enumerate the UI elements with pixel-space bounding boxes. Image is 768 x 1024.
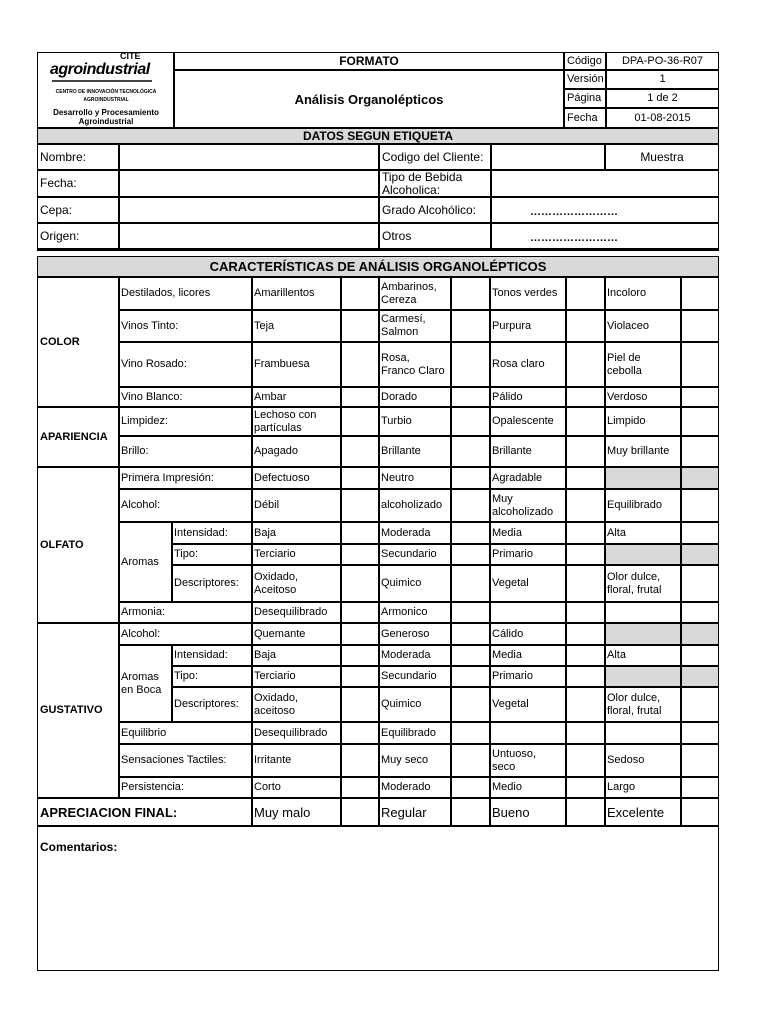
checkbox-cell[interactable]: [681, 310, 719, 342]
checkbox-cell[interactable]: [341, 277, 379, 310]
final-option-label: Excelente: [607, 804, 665, 820]
option-label: Ambarinos, Cereza: [381, 280, 437, 306]
final-option-label: Bueno: [492, 804, 530, 820]
final-checkbox-cell[interactable]: [451, 798, 490, 826]
analysis-title: CARACTERÍSTICAS DE ANÁLISIS ORGANOLÉPTICOS: [209, 259, 547, 274]
etiqueta-title: DATOS SEGUN ETIQUETA: [302, 128, 453, 143]
checkbox-cell[interactable]: [681, 342, 719, 387]
comments-label: Comentarios:: [40, 839, 118, 854]
option-label: Alta: [607, 526, 626, 539]
checkbox-cell[interactable]: [451, 387, 490, 407]
checkbox-cell[interactable]: [451, 645, 490, 666]
option-label: Turbio: [381, 415, 412, 427]
checkbox-cell[interactable]: [451, 722, 490, 744]
checkbox-cell[interactable]: [566, 544, 605, 565]
criterion-label: Tipo:: [174, 670, 199, 682]
option-label: Irritante: [254, 754, 292, 766]
option-label: Media: [492, 649, 522, 661]
dotted-fill: ……………………: [530, 205, 618, 218]
checkbox-cell[interactable]: [451, 467, 490, 489]
option-label: Muy alcoholizado: [492, 492, 554, 518]
checkbox-cell[interactable]: [681, 602, 719, 623]
checkbox-cell[interactable]: [566, 645, 605, 666]
etiqueta-label-codigo_cliente: Codigo del Cliente:: [382, 149, 484, 164]
checkbox-cell[interactable]: [681, 489, 719, 522]
etiqueta-label-tipo_bebida: Tipo de Bebida Alcoholica:: [382, 169, 463, 197]
option-label: Baja: [254, 649, 277, 661]
etiqueta-label-fecha: Fecha:: [40, 176, 77, 190]
option-label: Frambuesa: [254, 358, 310, 370]
checkbox-cell[interactable]: [341, 744, 379, 777]
checkbox-cell[interactable]: [566, 687, 605, 722]
final-label: APRECIACION FINAL:: [40, 804, 178, 820]
criterion-label: Vinos Tinto:: [121, 319, 179, 332]
option-label: [492, 722, 565, 744]
option-label: [492, 602, 565, 623]
checkbox-cell[interactable]: [681, 645, 719, 666]
option-label: Neutro: [381, 471, 415, 484]
checkbox-cell[interactable]: [341, 387, 379, 407]
option-label: [607, 602, 680, 623]
option-label: Purpura: [492, 319, 532, 332]
option-label: Opalescente: [492, 415, 554, 427]
option-label: Vegetal: [492, 698, 529, 710]
shaded-option-cell: [605, 666, 681, 687]
final-checkbox-cell[interactable]: [341, 798, 379, 826]
checkbox-cell[interactable]: [341, 467, 379, 489]
option-label: Media: [492, 526, 522, 539]
shaded-check-cell: [681, 623, 719, 645]
criterion-label: Sensaciones Tactiles:: [121, 754, 227, 766]
criterion-label: Primera Impresión:: [121, 471, 214, 484]
checkbox-cell[interactable]: [566, 722, 605, 744]
checkbox-cell[interactable]: [451, 407, 490, 436]
option-label: Rosa claro: [492, 358, 545, 370]
criterion-label: Alcohol:: [121, 627, 161, 640]
option-label: Violaceo: [607, 319, 649, 332]
option-label: Defectuoso: [254, 471, 310, 484]
option-label: Sedoso: [607, 754, 645, 766]
meta-value: 01-08-2015: [634, 111, 691, 124]
checkbox-cell[interactable]: [341, 666, 379, 687]
checkbox-cell[interactable]: [451, 666, 490, 687]
dept-line1: Desarrollo y Procesamiento: [53, 107, 159, 117]
option-label: Desequilibrado: [254, 606, 328, 618]
criterion-label: Descriptores:: [174, 577, 239, 589]
checkbox-cell[interactable]: [451, 544, 490, 565]
checkbox-cell[interactable]: [566, 387, 605, 407]
shaded-option-cell: [605, 544, 681, 565]
checkbox-cell[interactable]: [566, 489, 605, 522]
meta-label: Código: [567, 54, 602, 67]
section-apariencia-label: APARIENCIA: [40, 430, 108, 443]
checkbox-cell[interactable]: [451, 310, 490, 342]
option-label: Agradable: [492, 471, 543, 484]
option-label: Ambar: [254, 390, 287, 403]
criterion-label: Armonia:: [121, 606, 166, 618]
option-label: Brillante: [381, 445, 421, 457]
option-label: Secundario: [381, 670, 437, 682]
etiqueta-field-cepa[interactable]: [119, 197, 379, 223]
criterion-label: Alcohol:: [121, 499, 161, 511]
checkbox-cell[interactable]: [451, 777, 490, 798]
option-label: Apagado: [254, 445, 299, 457]
checkbox-cell[interactable]: [341, 544, 379, 565]
option-label: Quemante: [254, 627, 306, 640]
checkbox-cell[interactable]: [451, 522, 490, 544]
etiqueta-label-origen: Origen:: [40, 228, 80, 243]
option-label: Largo: [607, 781, 636, 793]
final-checkbox-cell[interactable]: [566, 798, 605, 826]
checkbox-cell[interactable]: [341, 645, 379, 666]
checkbox-cell[interactable]: [451, 489, 490, 522]
option-label: Secundario: [381, 548, 437, 560]
option-label: Oxidado, aceitoso: [254, 691, 299, 717]
option-label: Olor dulce, floral, frutal: [607, 570, 662, 596]
criterion-label: Intensidad:: [174, 526, 228, 539]
checkbox-cell[interactable]: [566, 522, 605, 544]
option-label: Muy seco: [381, 754, 429, 766]
option-label: Débil: [254, 499, 280, 511]
checkbox-cell[interactable]: [566, 342, 605, 387]
checkbox-cell[interactable]: [566, 467, 605, 489]
criterion-label: Vino Rosado:: [121, 358, 187, 370]
criterion-label: Intensidad:: [174, 649, 228, 661]
checkbox-cell[interactable]: [566, 277, 605, 310]
aromas-boca-label: Aromas en Boca: [121, 670, 162, 696]
criterion-label: Destilados, licores: [121, 287, 211, 299]
dotted-fill: ……………………: [530, 231, 618, 244]
checkbox-cell[interactable]: [681, 722, 719, 744]
criterion-label: Persistencia:: [121, 781, 184, 793]
option-label: Olor dulce, floral, frutal: [607, 691, 662, 717]
checkbox-cell[interactable]: [341, 342, 379, 387]
checkbox-cell[interactable]: [681, 407, 719, 436]
option-label: Moderado: [381, 781, 431, 793]
option-label: Rosa, Franco Claro: [381, 351, 445, 377]
option-label: Primario: [492, 548, 533, 560]
etiqueta-label-otros: Otros: [382, 228, 412, 243]
option-label: Alta: [607, 649, 626, 661]
checkbox-cell[interactable]: [566, 436, 605, 467]
checkbox-cell[interactable]: [566, 623, 605, 645]
checkbox-cell[interactable]: [566, 744, 605, 777]
shaded-option-cell: [605, 467, 681, 489]
logo-cite: CITE: [120, 50, 141, 61]
meta-value: DPA-PO-36-R07: [621, 54, 704, 67]
shaded-check-cell: [681, 666, 719, 687]
format-label: FORMATO: [339, 53, 399, 68]
checkbox-cell[interactable]: [451, 342, 490, 387]
etiqueta-field-nombre[interactable]: [119, 144, 379, 170]
thick-separator: [37, 248, 719, 251]
option-label: Oxidado, Aceitoso: [254, 570, 299, 596]
checkbox-cell[interactable]: [451, 602, 490, 623]
checkbox-cell[interactable]: [341, 407, 379, 436]
option-label: Moderada: [381, 649, 431, 661]
meta-label: Fecha: [567, 111, 598, 124]
doc-title: Análisis Organolépticos: [294, 91, 444, 107]
section-gustativo-label: GUSTATIVO: [40, 704, 103, 716]
logo-swoosh: [52, 80, 152, 82]
section-color-label: COLOR: [40, 335, 80, 348]
checkbox-cell[interactable]: [341, 623, 379, 645]
checkbox-cell[interactable]: [681, 687, 719, 722]
checkbox-cell[interactable]: [451, 744, 490, 777]
aromas-label: Aromas: [121, 555, 159, 568]
checkbox-cell[interactable]: [681, 436, 719, 467]
option-label: Generoso: [381, 627, 430, 640]
criterion-label: Limpidez:: [121, 415, 169, 427]
option-label: Cálido: [492, 627, 524, 640]
option-label: Terciario: [254, 670, 296, 682]
checkbox-cell[interactable]: [681, 777, 719, 798]
etiqueta-field-origen[interactable]: [119, 223, 379, 249]
option-label: Quimico: [381, 577, 422, 589]
etiqueta-label-nombre: Nombre:: [40, 149, 87, 164]
checkbox-cell[interactable]: [681, 565, 719, 602]
checkbox-cell[interactable]: [566, 777, 605, 798]
checkbox-cell[interactable]: [451, 436, 490, 467]
option-label: Baja: [254, 526, 277, 539]
shaded-check-cell: [681, 467, 719, 489]
option-label: Equilibrado: [381, 726, 437, 739]
etiqueta-label-cepa: Cepa:: [40, 202, 73, 217]
option-label: Moderada: [381, 526, 431, 539]
option-label: Incoloro: [607, 287, 647, 299]
meta-label: Versión: [567, 73, 604, 85]
criterion-label: Brillo:: [121, 445, 149, 457]
option-label: Brillante: [492, 445, 532, 457]
checkbox-cell[interactable]: [341, 777, 379, 798]
checkbox-cell[interactable]: [341, 722, 379, 744]
option-label: alcoholizado: [381, 499, 443, 511]
option-label: Untuoso, seco: [492, 747, 537, 773]
checkbox-cell[interactable]: [341, 687, 379, 722]
checkbox-cell[interactable]: [341, 522, 379, 544]
center-line2: AGROINDUSTRIAL: [83, 96, 129, 103]
logo-name: agroindustrial: [50, 60, 150, 78]
option-label: Corto: [254, 781, 281, 793]
option-label: Pálido: [492, 390, 523, 403]
final-option-label: Muy malo: [254, 804, 311, 820]
criterion-label: Tipo:: [174, 548, 199, 560]
option-label: Piel de cebolla: [607, 351, 642, 377]
center-line1: CENTRO DE INNOVACIÓN TECNOLÓGICA: [55, 88, 157, 95]
checkbox-cell[interactable]: [681, 387, 719, 407]
checkbox-cell[interactable]: [566, 310, 605, 342]
checkbox-cell[interactable]: [566, 602, 605, 623]
option-label: Quimico: [381, 698, 422, 710]
option-label: Equilibrado: [607, 499, 663, 511]
option-label: Terciario: [254, 548, 296, 560]
checkbox-cell[interactable]: [341, 310, 379, 342]
checkbox-cell[interactable]: [681, 744, 719, 777]
checkbox-cell[interactable]: [451, 565, 490, 602]
option-label: [607, 722, 680, 744]
option-label: Muy brillante: [607, 445, 670, 457]
option-label: Carmesí, Salmon: [381, 313, 426, 338]
option-label: Limpido: [607, 415, 646, 427]
option-label: Medio: [492, 781, 522, 793]
checkbox-cell[interactable]: [341, 602, 379, 623]
option-label: Lechoso con partículas: [254, 408, 317, 434]
checkbox-cell[interactable]: [566, 407, 605, 436]
option-label: Amarillentos: [254, 287, 315, 299]
criterion-label: Descriptores:: [174, 698, 239, 710]
checkbox-cell[interactable]: [341, 489, 379, 522]
checkbox-cell[interactable]: [341, 436, 379, 467]
checkbox-cell[interactable]: [451, 277, 490, 310]
dept-line2: Agroindustrial: [78, 116, 134, 126]
option-label: Desequilibrado: [254, 726, 328, 739]
checkbox-cell[interactable]: [451, 623, 490, 645]
shaded-option-cell: [605, 623, 681, 645]
field-codigo-cliente[interactable]: [491, 144, 605, 170]
section-olfato-label: OLFATO: [40, 538, 84, 551]
final-option-label: Regular: [381, 804, 427, 820]
checkbox-cell[interactable]: [566, 666, 605, 687]
criterion-label: Equilibrio: [121, 726, 167, 739]
etiqueta-field-fecha[interactable]: [119, 170, 379, 197]
criterion-label: Vino Blanco:: [121, 390, 183, 403]
etiqueta-field-tipo_bebida[interactable]: [491, 170, 719, 197]
checkbox-cell[interactable]: [451, 687, 490, 722]
option-label: Verdoso: [607, 390, 648, 403]
meta-value: 1: [659, 73, 666, 85]
meta-label: Página: [567, 92, 602, 104]
option-label: Tonos verdes: [492, 287, 558, 299]
option-label: Armonico: [381, 606, 428, 618]
checkbox-cell[interactable]: [341, 565, 379, 602]
etiqueta-label-grado: Grado Alcohólico:: [382, 202, 477, 217]
shaded-check-cell: [681, 544, 719, 565]
final-checkbox-cell[interactable]: [681, 798, 719, 826]
muestra-label: Muestra: [640, 149, 684, 164]
option-label: Primario: [492, 670, 533, 682]
option-label: Vegetal: [492, 577, 529, 589]
checkbox-cell[interactable]: [566, 565, 605, 602]
option-label: Teja: [254, 319, 275, 332]
option-label: Dorado: [381, 390, 418, 403]
checkbox-cell[interactable]: [681, 277, 719, 310]
meta-value: 1 de 2: [647, 92, 678, 104]
checkbox-cell[interactable]: [681, 522, 719, 544]
